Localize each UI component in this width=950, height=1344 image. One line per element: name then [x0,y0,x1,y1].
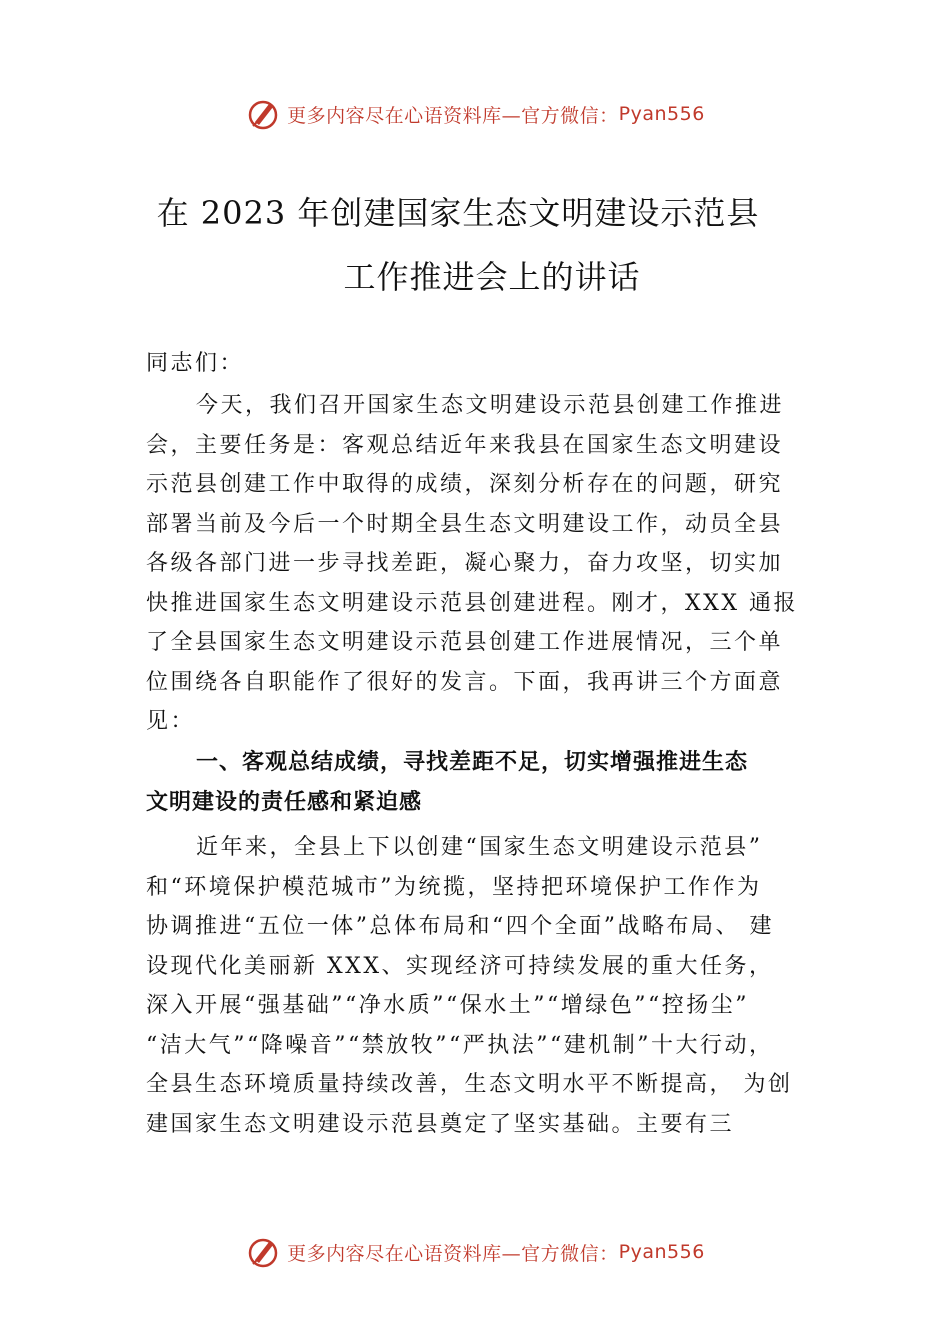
text-line: 各级各部门进一步寻找差距，凝心聚力，奋力攻坚，切实加 [146,551,784,576]
text-line: 和“环境保护模范城市”为统揽，坚持把环境保护工作作为 [146,874,762,900]
section-heading-1 [146,743,826,822]
pen-seal-logo-icon [245,1234,281,1270]
watermark-footer [0,1232,950,1272]
text-line: 快推进国家生态文明建设示范县创建进程。刚才，XXX 通报 [146,590,798,616]
heading-line: 文明建设的责任感和紧迫感 [146,789,423,815]
paragraph-achievements [146,828,826,1144]
text-line: 见： [146,709,196,734]
text-line: 今天，我们召开国家生态文明建设示范县创建工作推进 [196,393,785,418]
watermark-header [0,94,950,134]
text-line: 了全县国家生态文明建设示范县创建工作进展情况，三个单 [146,630,784,655]
text-line: 近年来，全县上下以创建“国家生态文明建设示范县” [196,835,763,860]
watermark-text: 更多内容尽在心语资料库—官方微信： [287,104,619,127]
paragraph-intro [146,386,826,742]
text-line: 会，主要任务是：客观总结近年来我县在国家生态文明建设 [146,432,784,458]
greeting: 同志们： [146,351,245,376]
document-title-line-1: 在 2023 年创建国家生态文明建设示范县 [156,194,760,232]
text-line: 示范县创建工作中取得的成绩，深刻分析存在的问题，研究 [146,472,784,497]
text-line: 设现代化美丽新 XXX、实现经济可持续发展的重大任务， [146,953,774,979]
text-line: 协调推进“五位一体”总体布局和“四个全面”战略布局、 建 [146,914,774,939]
text-line: 全县生态环境质量持续改善，生态文明水平不断提高， 为创 [146,1072,793,1097]
text-line: 建国家生态文明建设示范县奠定了坚实基础。主要有三 [146,1111,735,1137]
watermark-text: 更多内容尽在心语资料库—官方微信： [287,1242,619,1265]
text-line: 深入开展“强基础”“净水质”“保水土”“增绿色”“控扬尘” [146,993,749,1018]
watermark-account: Pyan556 [618,1241,705,1263]
document-title-line-2: 工作推进会上的讲话 [343,258,641,296]
text-line: 位围绕各自职能作了很好的发言。下面，我再讲三个方面意 [146,669,784,695]
watermark-account: Pyan556 [618,103,705,125]
pen-seal-logo-icon [245,96,281,132]
text-line: 部署当前及今后一个时期全县生态文明建设工作，动员全县 [146,511,784,537]
text-line: “洁大气”“降噪音”“禁放牧”“严执法”“建机制”十大行动， [146,1032,774,1058]
heading-line: 一、客观总结成绩，寻找差距不足，切实增强推进生态 [196,750,749,775]
